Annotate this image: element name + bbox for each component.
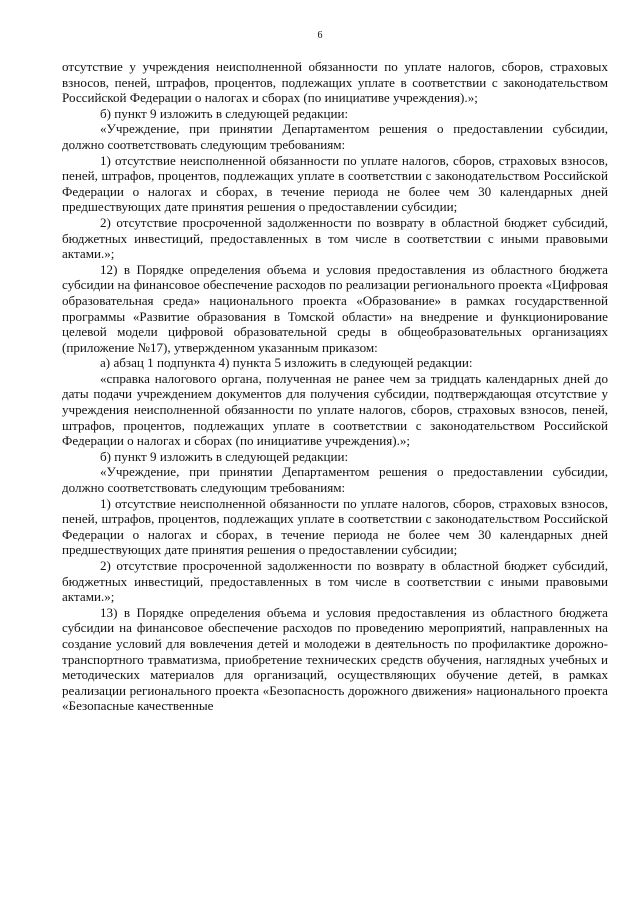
document-body xyxy=(62,59,608,714)
paragraph: «Учреждение, при принятии Департаментом решения о предоставлении субсидии, должно соответствовать следующим требованиям: xyxy=(62,121,608,152)
paragraph: «Учреждение, при принятии Департаментом решения о предоставлении субсидии, должно соответствовать следующим требованиям: xyxy=(62,464,608,496)
paragraph: 12) в Порядке определения объема и условия предоставления из областного бюджета субсидии на финансовое обеспечение расходов по реализации регионального проекта «Цифровая образовательная среда» национального проекта «Образование» в рамках государственной программы «Развитие образования в Томской области» на внедрение и функционирование целевой модели цифровой образовательной среды в общеобразовательных организациях (приложение №17), утвержденном указанным приказом: xyxy=(62,261,608,355)
paragraph: а) абзац 1 подпункта 4) пункта 5 изложить в следующей редакции: xyxy=(100,355,473,371)
paragraph: б) пункт 9 изложить в следующей редакции: xyxy=(100,105,349,121)
paragraph: 1) отсутствие неисполненной обязанности по уплате налогов, сборов, страховых взносов, пеней, штрафов, процентов, подлежащих уплате в соответствии с законодательством Российской Федерации о налогах и сборах, в течение периода не более чем 30 календарных дней предшествующих дате принятия решения о предоставлении субсидии; xyxy=(62,152,608,215)
paragraph: 2) отсутствие просроченной задолженности по возврату в областной бюджет субсидий, бюджетных инвестиций, предоставленных в том числе в соответствии с иными правовыми актами.»; xyxy=(62,214,608,262)
paragraph: отсутствие у учреждения неисполненной обязанности по уплате налогов, сборов, страховых взносов, пеней, штрафов, процентов, подлежащих уплате в соответствии с законодательством Российской Федерации о налогах и сборах (по инициативе учреждения).»; xyxy=(62,59,608,106)
page-number: 6 xyxy=(317,30,323,41)
paragraph: б) пункт 9 изложить в следующей редакции: xyxy=(100,448,349,464)
paragraph: 13) в Порядке определения объема и условия предоставления из областного бюджета субсидии на финансовое обеспечение расходов по проведению мероприятий, направленных на создание условий для вовлечения детей и молодежи в деятельность по профилактике дорожно-транспортного травматизма, приобретение технических средств обучения, наглядных учебных и методических материалов для организаций, осуществляющих обучение детей, в рамках реализации регионального проекта «Безопасность дорожного движения» национального проекта «Безопасные качественные xyxy=(62,604,608,714)
paragraph: 1) отсутствие неисполненной обязанности по уплате налогов, сборов, страховых взносов, пеней, штрафов, процентов, подлежащих уплате в соответствии с законодательством Российской Федерации о налогах и сборах, в течение периода не более чем 30 календарных дней предшествующих дате принятия решения о предоставлении субсидии; xyxy=(62,495,608,558)
paragraph: «справка налогового органа, полученная не ранее чем за тридцать календарных дней до даты подачи учреждением документов для получения субсидии, подтверждающая отсутствие у учреждения неисполненной обязанности по уплате налогов, сборов, страховых взносов, пеней, штрафов, процентов, подлежащих уплате в соответствии с законодательством Российской Федерации о налогах и сборах (по инициативе учреждения).»; xyxy=(62,370,608,449)
paragraph: 2) отсутствие просроченной задолженности по возврату в областной бюджет субсидий, бюджетных инвестиций, предоставленных в том числе в соответствии с иными правовыми актами.»; xyxy=(62,558,608,605)
